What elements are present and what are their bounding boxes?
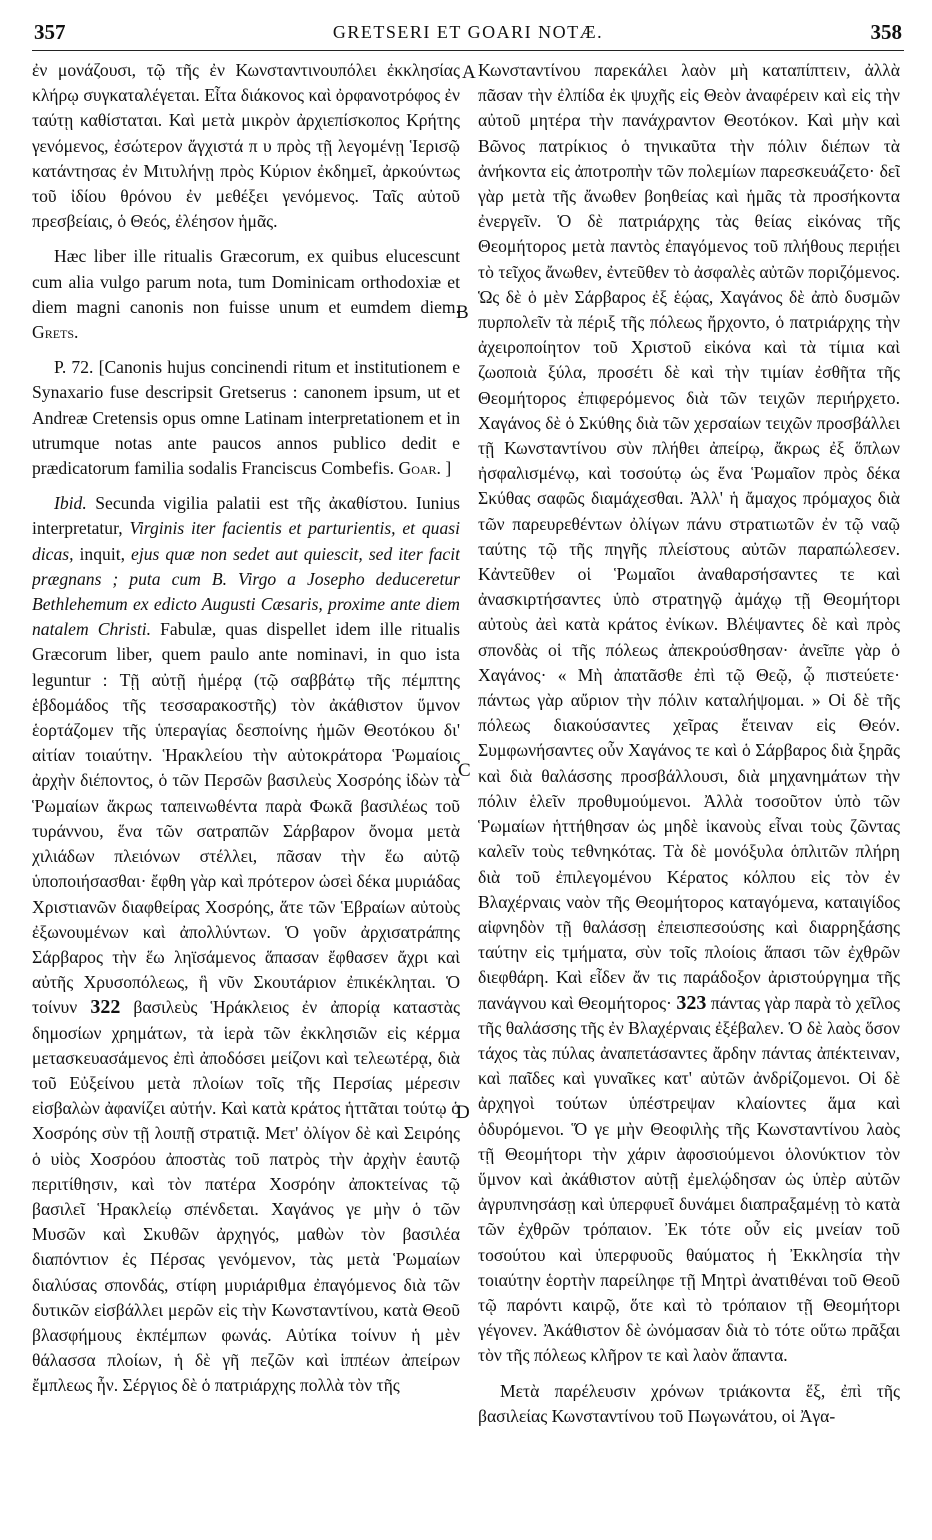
left-column (32, 58, 460, 1528)
paragraph (32, 244, 460, 345)
running-title: GRETSERI ET GOARI NOTÆ. (332, 22, 604, 42)
paragraph: Μετὰ παρέλευσιν χρόνων τριάκοντα ἕξ, ἐπὶ τῆς βασιλείας Κωνσταντίνου τοῦ Πωγωνάτου, οἱ Ἀγα- (478, 1380, 900, 1426)
paragraph-text: Fabulæ, quas dispellet idem ille ritualis Græcorum liber, quem paulo ante nominavi, in quo ista leguntur : Τῇ αὐτῇ ἡμέρᾳ (τῷ σαββάτῳ τῆς πέμπτης ἑβδομάδος τῆς τεσσαρακοστῆς) τὸν ἀκάθιστον ὕμνον ἑορτάζομεν τῆς ὑπεραγίας δεσποίνης ἡμῶν Θεοτόκου δι' αἰτίαν τοιαύτην. Ἡρακλείου τὴν αὐτοκράτορα Ῥωμαίοις ἀρχὴν διέποντος, ὁ τῶν Περσῶν βασιλεὺς Χοσρόης ἰδὼν τὰ Ῥωμαίων ἄκρως ταπεινωθέντα παρὰ Φωκᾶ βασιλέως τοῦ τυράννου, ἕνα τῶν σατραπῶν Σάρβαρον ὄνομα μετὰ χιλιάδων πλειόνων στέλλει, πᾶσαν τὴν ἕω αὐτῷ ὑποποιήσασθαι· ἔφθη γὰρ καὶ πρότερον ὡσεὶ δέκα μυριάδας Χριστιανῶν διαφθείρας Χοσρόης, ἅτε τῶν Ἑβραίων αὐτοὺς ἐξωνουμένων καὶ ἀπολλύντων. Ὁ γοῦν ἀρχισατράπης Σάρβαρος τὴν ἕω ληϊσάμενος ἅπασαν ἔφθασεν ἄχρι καὶ αὐτῆς Χρυσοπόλεως, ἣ νῦν Σκουτάριον ἐπικέκληται. Ὁ τοίνυν (32, 619, 460, 1018)
paragraph-text: P. 72. [Canonis hujus concinendi ritum et institutionem e Synaxario fuse descripsit Gretserus : canonem ipsum, ut et Andreæ Cretensis opus omne Latinam interpretationem et in utrumque notas ante paucos annos publico dedit e prædicatorum familia sodalis Franciscus Combefis. (32, 357, 460, 479)
bracket: ] (445, 458, 452, 479)
italic-text: Virginis iter facientis et parturientis, et quasi dicas, (32, 518, 460, 564)
paragraph-text: πάντας γὰρ παρὰ τὸ χεῖλος τῆς θαλάσσης τῆς ἐν Βλαχέρναις ἐξέβαλεν. Ὁ δὲ λαὸς ὅσον τάχος τὰς πύλας ἀναπετάσαντες ἄρδην πάντας ἀπέκτειναν, καὶ παῖδες καὶ γυναῖκες κατ' αὐτῶν ἀνδρίζομενοι. Οἱ δὲ ἀρχηγοὶ τούτων ὑπέστρεψαν κλαίοντες ἅμα καὶ ὀδυρόμενοι. Ὅ γε μὴν Θεοφιλὴς τῆς Κωνσταντίνου λαὸς τῇ Θεομήτορι τὴν χάριν ἀφοσιούμενοι ὁλονύκτιον τὸν ὕμνον καὶ ἀκάθιστον αὐτῇ ἐμελῴδησαν ὡς ὑπὲρ αὐτῶν ἀγρυπνησάσῃ καὶ ὑπερφυεῖ δυνάμει διαπραξαμένῃ τὸ κατὰ τῶν ἐχθρῶν τρόπαιον. Ἐκ τότε οὖν εἰς μνείαν τοῦ τοσούτου καὶ ὑπερφυοῦς θαύματος ἡ Ἐκκλησία τὴν τοιαύτην ἑορτὴν παρείληφε τῇ Μητρὶ ἀνατιθέναι τοῦ Θεοῦ τῷ παρόντι καιρῷ, ὅτε καὶ τὸ τρόπαιον τῇ Θεομήτορι γέγονεν. Ἀκάθιστον δὲ ὠνόμασαν διὰ τὸ τότε οὕτω πρᾶξαι τὸν τῆς πόλεως κλῆρον τε καὶ λαὸν ἅπαντα. (478, 992, 900, 1366)
paragraph-text: Hæc liber ille ritualis Græcorum, ex quibus elucescunt cum alia vulgo parum nota, tum Dominicam orthodoxiæ et diem magni canonis non fuisse unum et eumdem diem. (32, 246, 460, 317)
paragraph (478, 58, 900, 1369)
right-column (478, 58, 900, 1528)
paragraph-text: Κωνσταντίνου παρεκάλει λαὸν μὴ καταπίπτειν, ἀλλὰ πᾶσαν τὴν ἐλπίδα ἐκ ψυχῆς εἰς Θεὸν ἀναφέρειν καὶ εἰς τὴν αὐτοῦ μητέρα τὴν πανάχραντον Θεοτόκον. Καὶ μὴν καὶ Βῶνος πατρίκιος ὁ τηνικαῦτα τὴν πόλιν διέπων τὰ ἀνήκοντα εἰς ἀποτροπὴν τῶν πολεμίων παρεσκευάζετο· δεῖ γὰρ μετὰ τῆς ἄνωθεν βοηθείας καὶ ἡμᾶς τὰ προσήκοντα ἐνεργεῖν. Ὁ δὲ πατριάρχης τὰς θείας εἰκόνας τῆς Θεομήτορος μετὰ παντὸς ἐπαγόμενος τοῦ πλήθους περιῄει τὸ τεῖχος ἄνωθεν, ἐντεῦθεν τὸ ἀσφαλὲς αὐτῶν ποριζόμενος. Ὡς δὲ ὁ μὲν Σάρβαρος ἐξ ἑῴας, Χαγάνος δὲ ἀπὸ δυσμῶν πυρπολεῖν τὰ πέριξ τῆς πόλεως ἤρχοντο, ὁ πατριάρχης τὴν ἀχειροποίητον τοῦ Χριστοῦ εἰκόνα καὶ τὰ τίμια καὶ ζωοποιὰ ξύλα, προσέτι δὲ καὶ τὴν τιμίαν ἐσθῆτα τῆς Θεομήτορος ἐπιφερόμενος διὰ τῶν τειχῶν περιήρχετο. Χαγάνος δὲ ὁ Σκύθης διὰ τῶν χερσαίων τειχῶν προσβάλλει τῇ Κωνσταντίνου σὺν πλήθει ἀπείρῳ, ἄκρως ἐξ ὅπλων ἠσφαλισμένῳ, καὶ τοσούτῳ ὡς ἕνα Ῥωμαῖον πρὸς δέκα Σκύθας σαφῶς διαμάχεσθαι. Ἀλλ' ἡ ἄμαχος πρόμαχος διὰ τῶν παρευρεθέντων ὀλίγων πάνυ στρατιωτῶν ἐν τῷ ναῷ ταύτης τῷ τῆς πηγῆς πλείστους αὐτῶν παραπώλεσεν. Κἀντεῦθεν οἱ Ῥωμαῖοι ἀναθαρσήσαντες τε καὶ ἀνασκιρτήσαντες ὑπὸ στρατηγῷ ἀμάχῳ τῇ Θεομήτορι αὐτοὺς ἀεὶ κατὰ κράτος ἐνίκων. Βλέψαντες δὲ καὶ πρὸς σπονδὰς οἱ τῆς πόλεως ἀπεκρούσθησαν· ἀνεῖπε γὰρ ὁ Χαγάνος· « Μὴ ἀπατᾶσθε ἐπὶ τῷ Θεῷ, ᾧ πιστεύετε· πάντως γὰρ αὔριον τὴν πόλιν καταλήψομαι. » Οἱ δὲ τῆς πόλεως διακούσαντες χεῖρας ἔτειναν εἰς Θεόν. Συμφωνήσαντες οὖν Χαγάνος τε καὶ ὁ Σάρβαρος διὰ ξηρᾶς καὶ διὰ θαλάσσης προσβάλλουσι, διὰ μηχανημάτων τὴν πόλιν ἑλεῖν προθυμούμενοι. Ἀλλὰ τοσοῦτον ὑπὸ τῶν Ῥωμαίων ἡττήθησαν ὡς μηδὲ ἱκανοὺς εἶναι τοὺς ζῶντας καλεῖν τοὺς τεθνηκότας. Τὰ δὲ μονόξυλα ὁπλιτῶν πλήρη διὰ τοῦ ἐπιλεγομένου Κέρατος κόλπου εἰς τὸν ἐν Βλαχέρναις ναὸν τῆς Θεομήτορος καταγόμενα, καταιγίδος αἰφνηδὸν τῇ θαλάσσῃ ἐπεισπεσούσης καὶ διαρρηξάσης ταύτην εἰς τμήματα, σὺν τοῖς πλοίοις ἅπασι τῶν ἐχθρῶν διεφθάρη. Καὶ εἶδεν ἄν τις παράδοξον ἀριστούργημα τῆς πανάγνου καὶ Θεομήτορος· (478, 60, 900, 1013)
page-number-right: 358 (870, 20, 902, 44)
page-number-left: 357 (34, 20, 66, 44)
margin-marker-c: C (458, 760, 471, 781)
margin-marker-b: B (456, 302, 469, 323)
reference-ibid: Ibid. (54, 493, 87, 514)
margin-marker-a: A (462, 62, 476, 83)
paragraph-text: Secunda vigilia palatii est τῆς ἀκαθίστου. Iunius interpretatur, (32, 493, 460, 539)
signature: Grets. (32, 322, 79, 343)
column-number: 323 (676, 991, 707, 1014)
paragraph (32, 491, 460, 1398)
running-header (32, 18, 904, 51)
italic-text: ejus quæ non sedet aut quiescit, sed iter facit prægnans ; puta cum B. Virgo a Josepho deduceretur Bethlehemum ex edicto Augusti Cæsaris, proxime ante diem natalem Christi. (32, 543, 460, 640)
paragraph: ἐν μονάζουσι, τῷ τῆς ἐν Κωνσταντινουπόλει ἐκκλησίας κλήρῳ συγκαταλέγεται. Εἶτα διάκονος καὶ ὀρφανοτρόφος ἐν ταύτῃ καθίσταται. Καὶ μετὰ μικρὸν ἀρχιεπίσκοπος Κρήτης γενόμενος, ἐσώτερον ἄγχιστά π υ πρὸς τῇ λεγομένῃ Ἱερισῷ κατάντησας ἐν Μιτυλήνῃ πρὸς Κύριον ἐκδημεῖ, ἀρκούντως τοῦ ἰδίου θρόνου ἐν μεθέξει γενόμενος. Ταῖς αὐτοῦ πρεσβείαις, ὁ Θεός, ἐλέησον ἡμᾶς. (32, 60, 460, 232)
margin-marker-d: D (456, 1102, 470, 1123)
paragraph-text: inquit, (79, 543, 126, 564)
paragraph-text: βασιλεὺς Ἡράκλειος ἐν ἀπορίᾳ καταστὰς δημοσίων χρημάτων, τὰ ἱερὰ τῶν ἐκκλησιῶν εἰς κέρμα μετασκευασάμενος ἐπὶ ἀποδόσει μείζονι καὶ τελεωτέρᾳ, διὰ τοῦ Εὐξείνου μετὰ πλοίων τοῖς τῆς Περσίας μέρεσιν εἰσβαλὼν ἀφανίζει αὐτήν. Καὶ κατὰ κράτος ἡττᾶται τούτῳ ὁ Χοσρόης σὺν τῇ λοιπῇ στρατιᾷ. Μετ' ὀλίγον δὲ καὶ Σειρόης ὁ υἱὸς Χοσρόου ἀποστὰς τοῦ πατρὸς τὴν ἀρχὴν ἑαυτῷ περιτίθησιν, καὶ τὸν πατέρα Χοσρόην ἀποκτείνας τῷ βασιλεῖ Ἡρακλείῳ σπένδεται. Χαγάνος γε μὴν ὁ τῶν Μυσῶν καὶ Σκυθῶν ἀρχηγός, μαθὼν τὸν βασιλέα διαπόντιον ἐς Πέρσας γενόμενον, τὰς μετὰ Ῥωμαίων διαλύσας σπονδάς, στίφη μυριάριθμα ἐπαγόμενος διὰ τῶν δυτικῶν εἰσβάλλει μερῶν εἰς τὴν Κωνσταντίνου, κατὰ Θεοῦ βλασφήμους ἐκπέμπων φωνάς. Αὐτίκα τοίνυν ἡ μὲν θάλασσα πλοίων, ἡ δὲ γῆ πεζῶν καὶ ἱππέων ἀπείρων ἔμπλεως ἦν. Σέργιος δὲ ὁ πατριάρχης πολλὰ τὸν τῆς (32, 997, 460, 1396)
signature: Goar. (398, 458, 441, 479)
paragraph (32, 355, 460, 481)
column-number: 322 (90, 996, 121, 1019)
